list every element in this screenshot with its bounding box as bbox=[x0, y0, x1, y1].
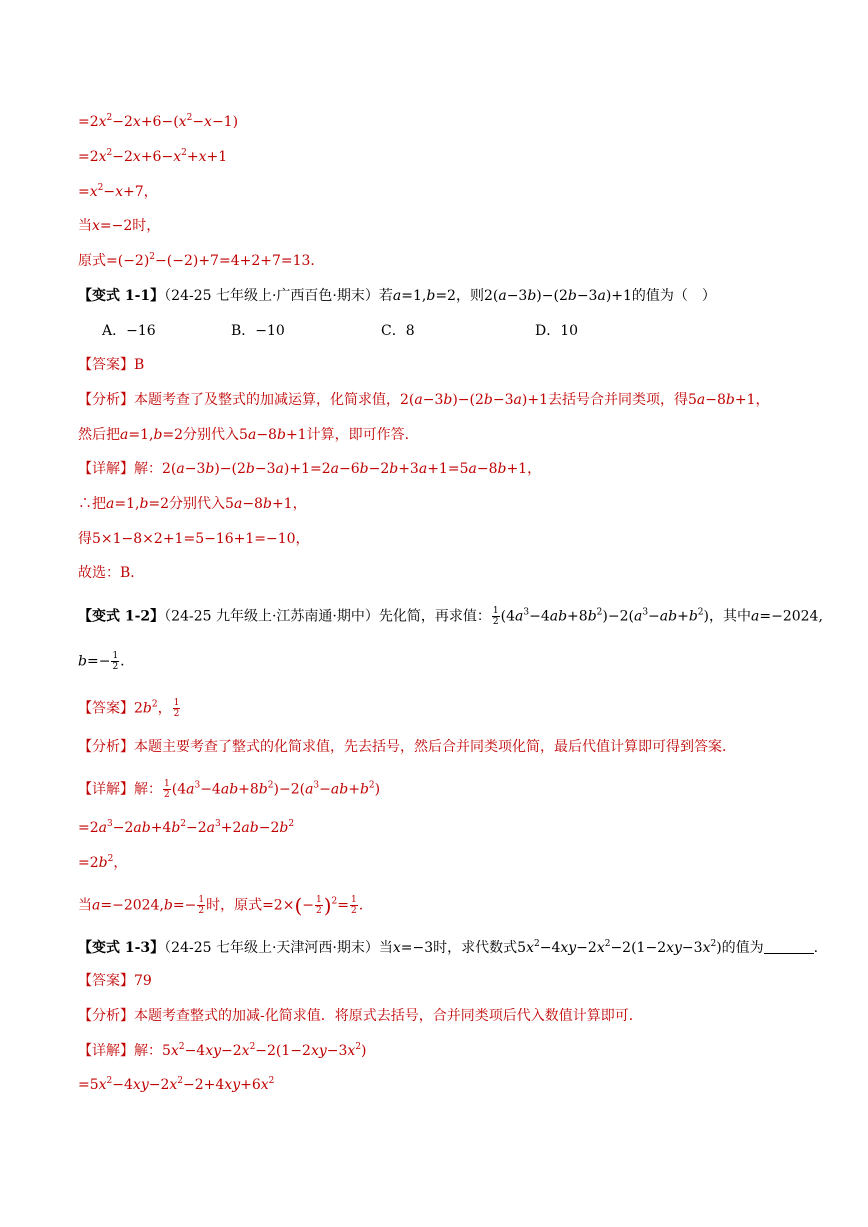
variant-1-2-answer: 【答案】$2b^2$， $\frac{1}{2}$ bbox=[78, 698, 180, 719]
variant-1-1-answer: 【答案】B bbox=[78, 357, 145, 373]
fraction-half: $\frac{1}{2}$ bbox=[492, 606, 499, 627]
variant-1-2-question-b: b=− $\frac{1}{2}$ . bbox=[78, 651, 125, 672]
answer-blank[interactable] bbox=[764, 939, 814, 954]
variant-1-2-detail-3: $=2b^2$， bbox=[78, 854, 128, 871]
variant-1-1-detail-1: 【详解】解：2(a−3b)−(2b−3a)+1=2a−6b−2b+3a+1=5a−8b+1， bbox=[78, 461, 542, 477]
variant-1-1-analysis-2: 然后把a=1,b=2分别代入5a−8b+1计算，即可作答． bbox=[78, 427, 419, 443]
option-c[interactable]: C．8 bbox=[381, 323, 415, 339]
variant-1-3-question: 【变式 1-3】（24-25 七年级上·天津河西·期末）当x=−3时，求代数式$5x^2-4xy-2x^2-2(1-2xy-3x^2)$的值为 . bbox=[78, 939, 819, 956]
variant-1-3-detail-1: 【详解】解：$5x^2-4xy-2x^2-2(1-2xy-3x^2)$ bbox=[78, 1042, 367, 1059]
solution-line-1: $=2x^2-2x+6-(x^2-x-1)$ bbox=[78, 113, 239, 130]
variant-1-1-analysis-1: 【分析】本题考查了及整式的加减运算，化简求值，2(a−3b)−(2b−3a)+1去括号合并同类项，得5a−8b+1， bbox=[78, 392, 770, 408]
solution-line-5: 原式$=(-2)^2-(-2)+7=4+2+7=13$． bbox=[78, 252, 325, 269]
option-a[interactable]: A．−16 bbox=[102, 323, 156, 339]
variant-1-3-detail-2: $=5x^2-4xy-2x^2-2+4xy+6x^2$ bbox=[78, 1076, 275, 1093]
option-d[interactable]: D．10 bbox=[535, 323, 579, 339]
variant-1-1-detail-4: 故选：B． bbox=[78, 565, 145, 581]
variant-1-2-question: 【变式 1-2】（24-25 九年级上·江苏南通·期中）先化简，再求值： $\frac{1}{2}$ $(4a^3-4ab+8b^2)-2(a^3-ab+b^2)$，其中a=−2024, bbox=[78, 606, 823, 627]
variant-source: （24-25 七年级上·天津河西·期末） bbox=[164, 940, 379, 956]
variant-1-1-detail-3: 得5×1−8×2+1=5−16+1=−10， bbox=[78, 531, 310, 547]
variant-tag: 【变式 1-2】 bbox=[78, 608, 165, 625]
variant-1-3-analysis: 【分析】本题考查整式的加减-化简求值．将原式去括号，合并同类项后代入数值计算即可． bbox=[78, 1008, 643, 1024]
option-b[interactable]: B．−10 bbox=[231, 323, 285, 339]
variant-1-2-analysis: 【分析】本题主要考查了整式的化简求值，先去括号，然后合并同类项化简，最后代值计算即可得到答案． bbox=[78, 739, 736, 755]
variant-1-3-answer: 【答案】79 bbox=[78, 973, 152, 989]
variant-source: （24-25 九年级上·江苏南通·期中） bbox=[164, 608, 379, 625]
variant-1-2-detail-2: $=2a^3-2ab+4b^2-2a^3+2ab-2b^2$ bbox=[78, 819, 295, 836]
variant-1-2-detail-1: 【详解】解： $\frac{1}{2}$ $(4a^3-4ab+8b^2)-2(a^3-ab+b^2)$ bbox=[78, 779, 381, 800]
solution-line-3: $=x^2-x+7$， bbox=[78, 183, 158, 200]
variant-1-1-detail-2: ∴把a=1,b=2分别代入5a−8b+1， bbox=[78, 496, 307, 512]
variant-1-1-question: 【变式 1-1】（24-25 七年级上·广西百色·期末）若a=1,b=2，则2(a−3b)−(2b−3a)+1的值为（ ） bbox=[78, 288, 716, 304]
variant-1-2-detail-4: 当a=−2024,b=− $\frac{1}{2}$ 时，原式=2×(− $\frac{1}{2}$ )$^2$= $\frac{1}{2}$ . bbox=[78, 893, 364, 918]
solution-line-2: $=2x^2-2x+6-x^2+x+1$ bbox=[78, 148, 228, 165]
variant-tag: 【变式 1-1】 bbox=[78, 288, 165, 304]
solution-line-4: 当x=−2时， bbox=[78, 218, 161, 234]
variant-tag: 【变式 1-3】 bbox=[78, 940, 165, 956]
variant-source: （24-25 七年级上·广西百色·期末） bbox=[164, 288, 379, 304]
